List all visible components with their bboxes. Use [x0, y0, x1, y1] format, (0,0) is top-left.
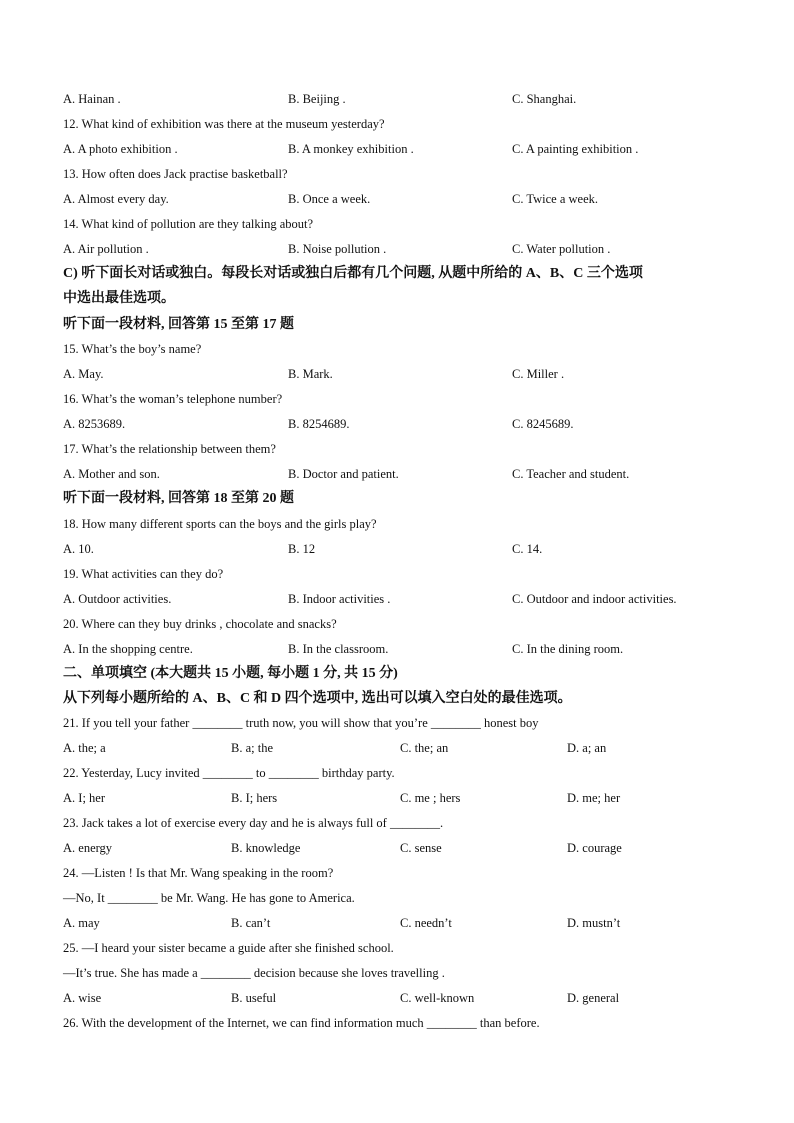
- option-a: A. Outdoor activities.: [63, 592, 172, 606]
- question-24-reply: —No, It ________ be Mr. Wang. He has gone to America.: [63, 891, 355, 905]
- option-c: C. Shanghai.: [512, 92, 577, 106]
- option-a: A. A photo exhibition .: [63, 142, 178, 156]
- option-a: A. the; a: [63, 741, 106, 755]
- passage-1-heading: 听下面一段材料, 回答第 15 至第 17 题: [63, 317, 294, 332]
- option-b: B. A monkey exhibition .: [288, 142, 414, 156]
- section-c-instructions: C) 听下面长对话或独白。每段长对话或独白后都有几个问题, 从题中所给的 A、B、C 三个选项: [63, 266, 643, 281]
- question-19: 19. What activities can they do?: [63, 567, 224, 581]
- option-d: D. general: [567, 991, 620, 1005]
- option-c: C. 14.: [512, 542, 543, 556]
- option-d: D. courage: [567, 841, 622, 855]
- option-c: C. me ; hers: [400, 791, 461, 805]
- question-14: 14. What kind of pollution are they talking about?: [63, 217, 314, 231]
- question-16: 16. What’s the woman’s telephone number?: [63, 392, 283, 406]
- option-a: A. I; her: [63, 791, 105, 805]
- question-25-reply: —It’s true. She has made a ________ decision because she loves travelling .: [63, 966, 445, 980]
- option-d: D. a; an: [567, 741, 607, 755]
- option-a: A. Hainan .: [63, 92, 121, 106]
- option-b: B. 8254689.: [288, 417, 350, 431]
- option-a: A. wise: [63, 991, 102, 1005]
- option-a: A. In the shopping centre.: [63, 642, 193, 656]
- question-26: 26. With the development of the Internet, we can find information much ________ than before.: [63, 1016, 540, 1030]
- option-b: B. Indoor activities .: [288, 592, 391, 606]
- option-d: D. me; her: [567, 791, 621, 805]
- option-b: B. I; hers: [231, 791, 278, 805]
- option-c: C. sense: [400, 841, 442, 855]
- option-a: A. 10.: [63, 542, 94, 556]
- question-24: 24. —Listen ! Is that Mr. Wang speaking in the room?: [63, 866, 334, 880]
- question-17: 17. What’s the relationship between them?: [63, 442, 276, 456]
- part-2-instructions: 从下列每小题所给的 A、B、C 和 D 四个选项中, 选出可以填入空白处的最佳选项。: [63, 691, 572, 706]
- question-12: 12. What kind of exhibition was there at the museum yesterday?: [63, 117, 385, 131]
- passage-2-heading: 听下面一段材料, 回答第 18 至第 20 题: [63, 491, 294, 506]
- option-c: C. Outdoor and indoor activities.: [512, 592, 677, 606]
- option-b: B. Once a week.: [288, 192, 371, 206]
- option-a: A. Almost every day.: [63, 192, 169, 206]
- option-a: A. Air pollution .: [63, 242, 149, 256]
- option-d: D. mustn’t: [567, 916, 621, 930]
- option-c: C. Water pollution .: [512, 242, 611, 256]
- option-a: A. energy: [63, 841, 113, 855]
- option-c: C. the; an: [400, 741, 449, 755]
- option-b: B. useful: [231, 991, 277, 1005]
- option-c: C. Teacher and student.: [512, 467, 630, 481]
- option-c: C. 8245689.: [512, 417, 574, 431]
- question-13: 13. How often does Jack practise basketball?: [63, 167, 288, 181]
- option-b: B. In the classroom.: [288, 642, 389, 656]
- option-c: C. Twice a week.: [512, 192, 599, 206]
- question-20: 20. Where can they buy drinks , chocolate and snacks?: [63, 617, 337, 631]
- option-a: A. Mother and son.: [63, 467, 160, 481]
- question-22: 22. Yesterday, Lucy invited ________ to ________ birthday party.: [63, 766, 395, 780]
- question-25: 25. —I heard your sister became a guide after she finished school.: [63, 941, 394, 955]
- question-21: 21. If you tell your father ________ truth now, you will show that you’re ________ honest boy: [63, 716, 539, 730]
- option-a: A. 8253689.: [63, 417, 126, 431]
- option-c: C. A painting exhibition .: [512, 142, 639, 156]
- option-c: C. Miller .: [512, 367, 565, 381]
- question-18: 18. How many different sports can the boys and the girls play?: [63, 517, 377, 531]
- question-15: 15. What’s the boy’s name?: [63, 342, 202, 356]
- option-a: A. may: [63, 916, 100, 930]
- section-c-instructions-cont: 中选出最佳选项。: [63, 291, 175, 306]
- option-a: A. May.: [63, 367, 104, 381]
- option-c: C. In the dining room.: [512, 642, 624, 656]
- option-b: B. Mark.: [288, 367, 333, 381]
- option-b: B. Beijing .: [288, 92, 346, 106]
- option-b: B. Doctor and patient.: [288, 467, 399, 481]
- option-b: B. a; the: [231, 741, 274, 755]
- option-b: B. 12: [288, 542, 316, 556]
- part-2-heading: 二、单项填空 (本大题共 15 小题, 每小题 1 分, 共 15 分): [63, 666, 398, 681]
- option-c: C. needn’t: [400, 916, 452, 930]
- option-b: B. knowledge: [231, 841, 301, 855]
- option-b: B. Noise pollution .: [288, 242, 387, 256]
- question-23: 23. Jack takes a lot of exercise every day and he is always full of ________.: [63, 816, 444, 830]
- option-c: C. well-known: [400, 991, 475, 1005]
- option-b: B. can’t: [231, 916, 271, 930]
